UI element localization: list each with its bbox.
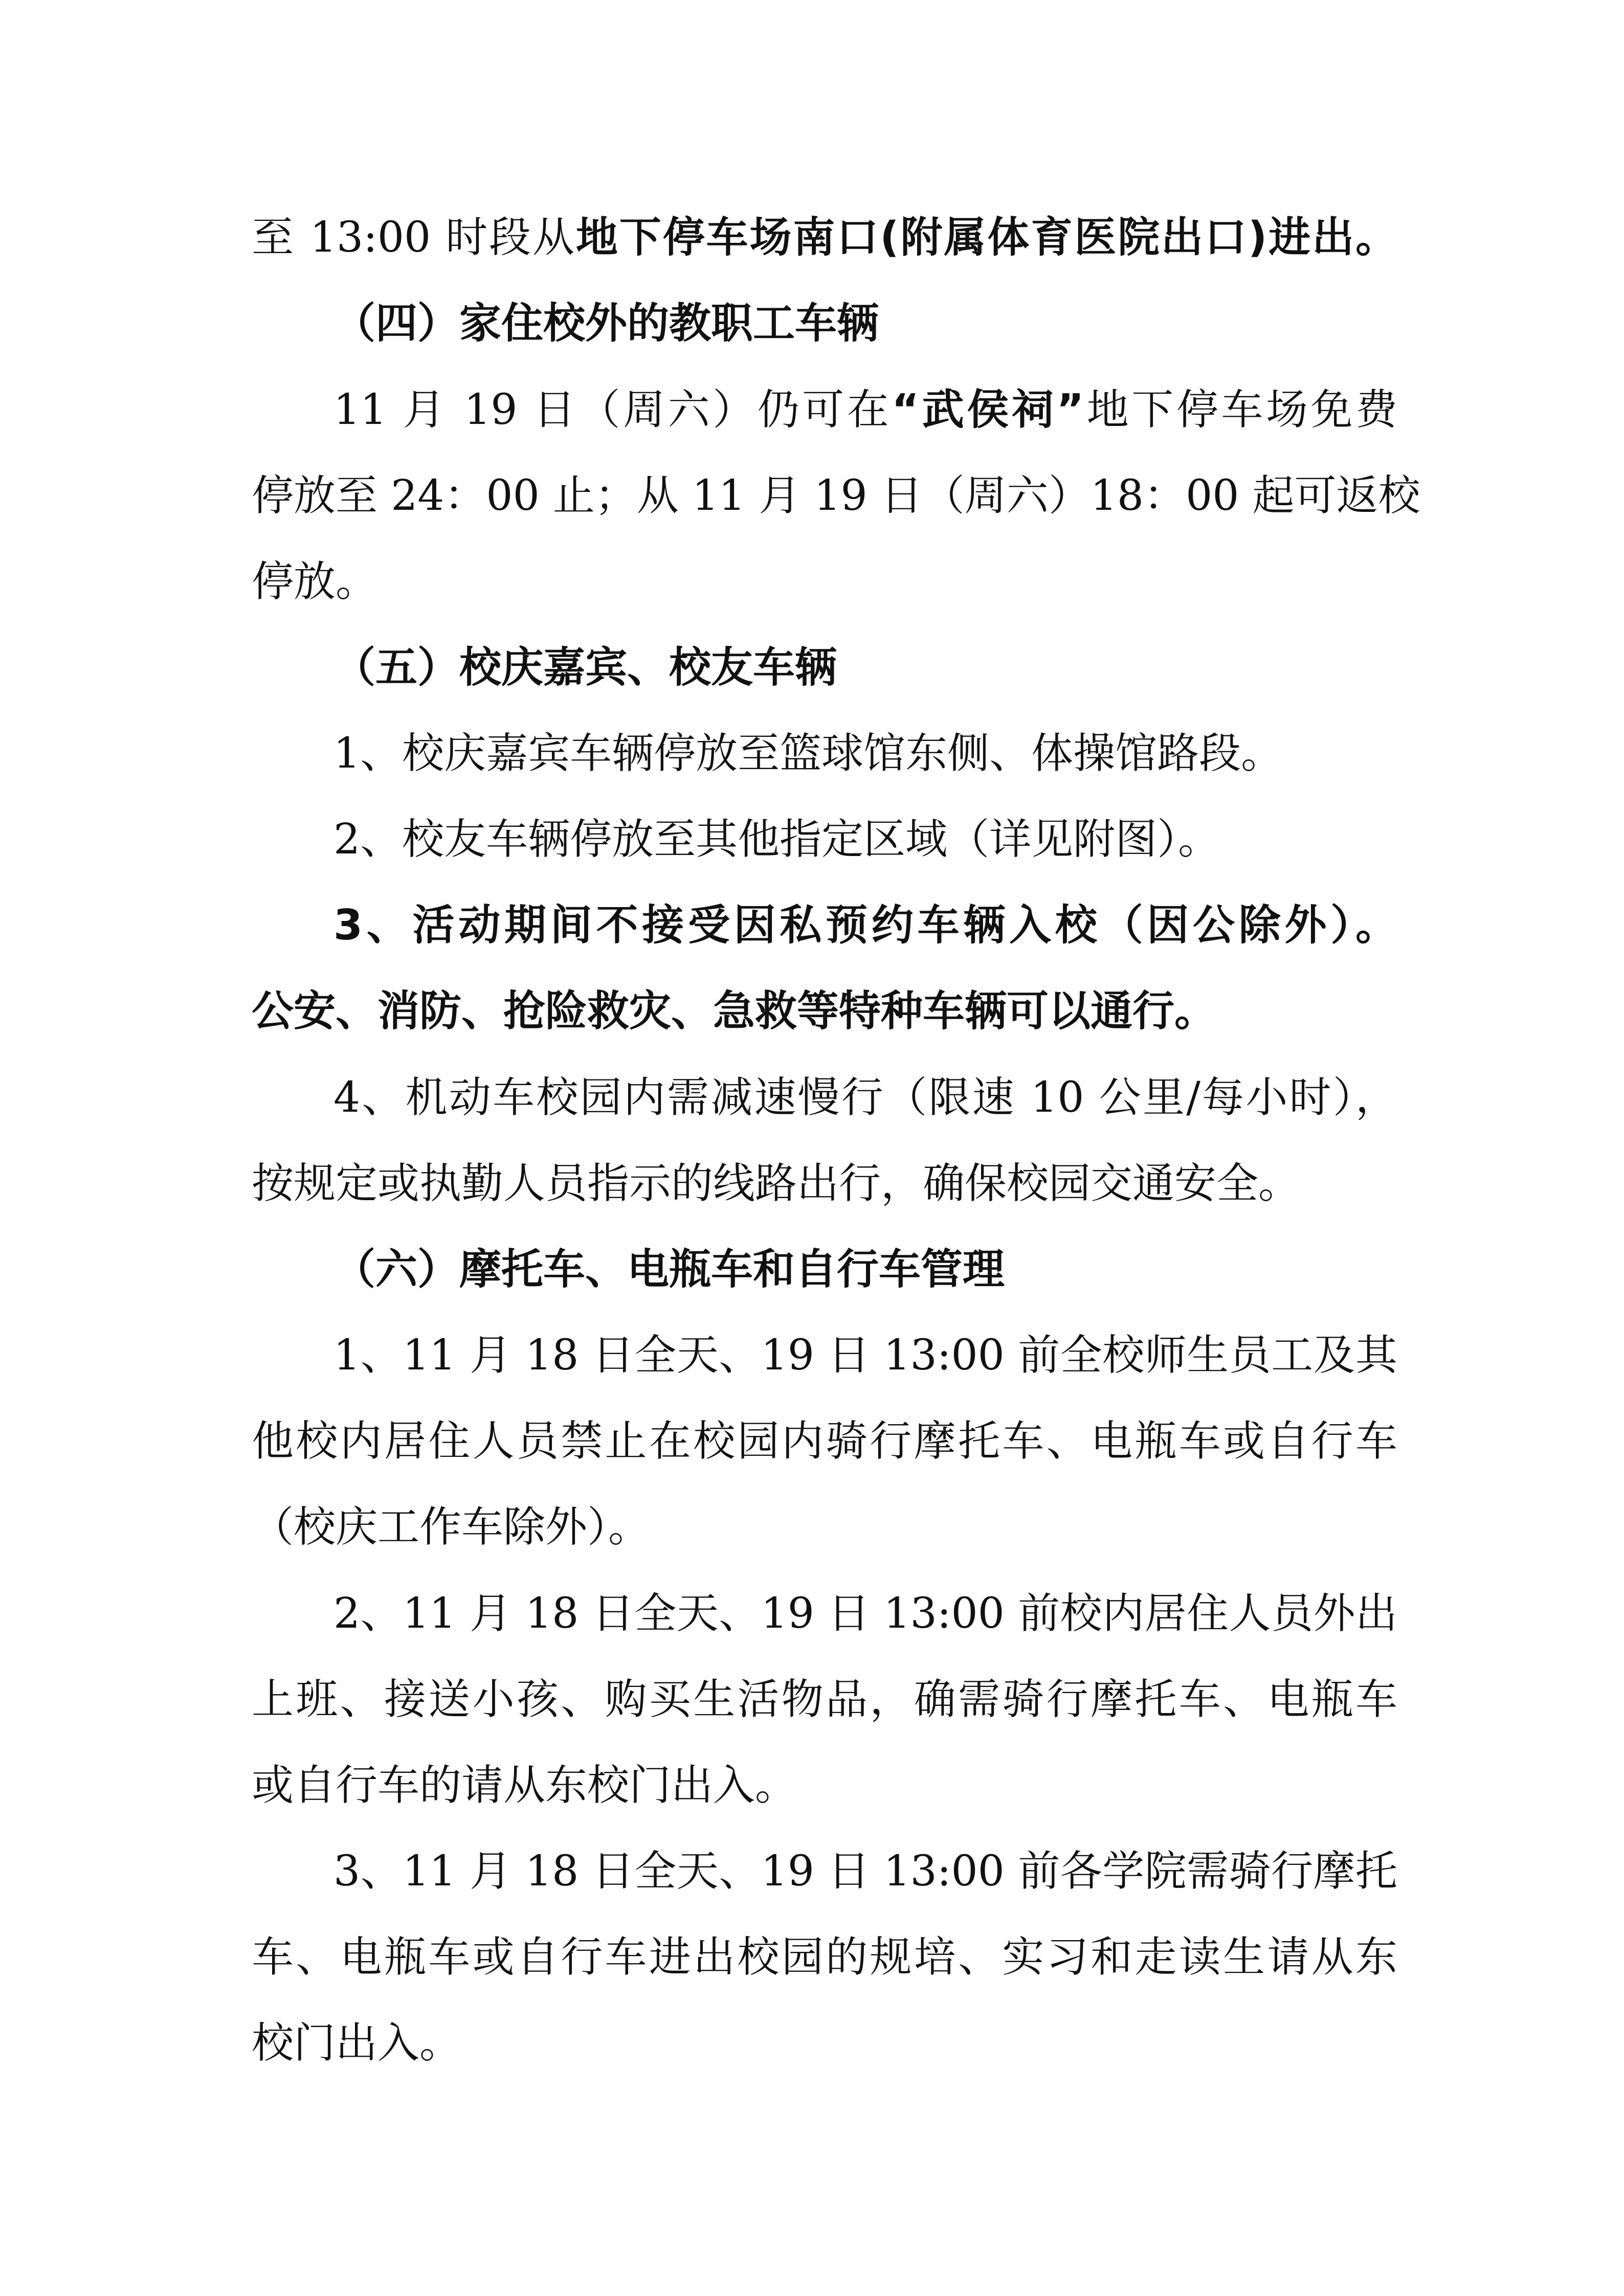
- list-item: （校庆工作车除外）。: [252, 1503, 651, 1551]
- section-heading-5: （五）校庆嘉宾、校友车辆: [333, 643, 837, 692]
- text-run: 至 13:00 时段从: [252, 213, 576, 262]
- paragraph-line: [333, 385, 1397, 436]
- list-item: 校门出入。: [252, 2019, 462, 2067]
- text-run: 11 月 19 日（周六）仍可在: [333, 386, 892, 434]
- list-item: 车、电瓶车或自行车进出校园的规培、实习和走读生请从东: [252, 1933, 1397, 1982]
- list-item: 按规定或执勤人员指示的线路出行，确保校园交通安全。: [252, 1159, 1301, 1208]
- list-item: 1、11 月 18 日全天、19 日 13:00 前全校师生员工及其: [333, 1331, 1397, 1380]
- list-item: 4、机动车校园内需减速慢行（限速 10 公里/每小时），: [333, 1073, 1397, 1122]
- list-item: 1、校庆嘉宾车辆停放至篮球馆东侧、体操馆路段。: [333, 729, 1283, 778]
- bold-text-run: “武侯祠”: [892, 386, 1084, 434]
- paragraph-line: 停放至 24：00 止；从 11 月 19 日（周六）18：00 起可返校: [252, 471, 1420, 520]
- paragraph-line: [252, 212, 1397, 263]
- list-item: 2、11 月 18 日全天、19 日 13:00 前校内居住人员外出: [333, 1589, 1397, 1638]
- list-item: 2、校友车辆停放至其他指定区域（详见附图）。: [333, 815, 1220, 864]
- text-run: 地下停车场免费: [1084, 386, 1397, 434]
- section-heading-6: （六）摩托车、电瓶车和自行车管理: [333, 1245, 1005, 1294]
- list-item-bold: 公安、消防、抢险救灾、急救等特种车辆可以通行。: [252, 987, 1217, 1036]
- list-item: 或自行车的请从东校门出入。: [252, 1761, 797, 1810]
- list-item: 他校内居住人员禁止在校园内骑行摩托车、电瓶车或自行车: [252, 1417, 1397, 1466]
- bold-text-run: 地下停车场南口(附属体育医院出口)进出。: [575, 213, 1397, 262]
- list-item: 3、11 月 18 日全天、19 日 13:00 前各学院需骑行摩托: [333, 1847, 1397, 1896]
- list-item: 上班、接送小孩、购买生活物品，确需骑行摩托车、电瓶车: [252, 1675, 1397, 1724]
- paragraph-line: 停放。: [252, 557, 378, 606]
- section-heading-4: （四）家住校外的教职工车辆: [333, 299, 879, 348]
- list-item-bold: 3、活动期间不接受因私预约车辆入校（因公除外）。: [333, 901, 1397, 950]
